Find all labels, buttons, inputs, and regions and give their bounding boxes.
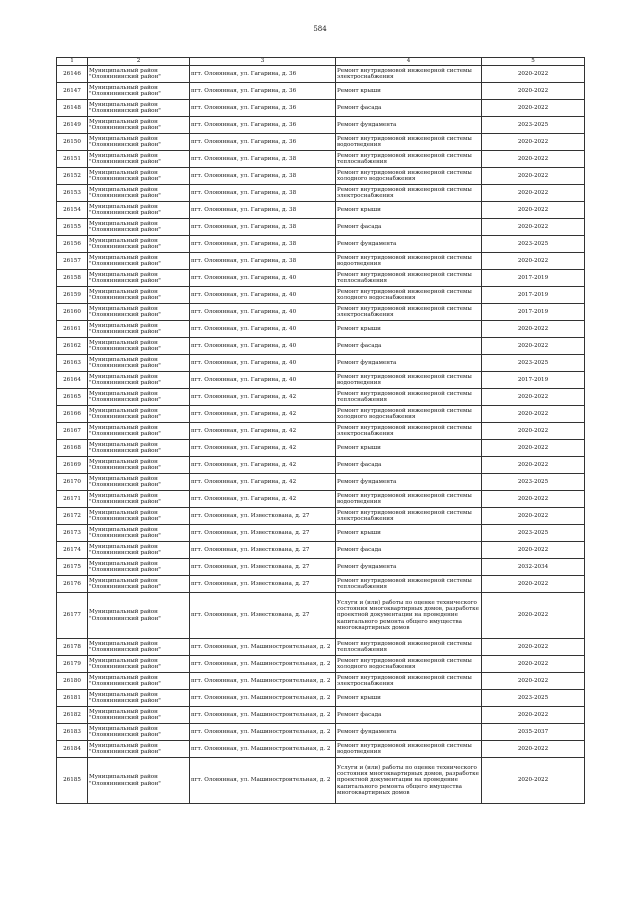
column-header-3: 3 — [190, 58, 336, 66]
table-row — [57, 758, 585, 804]
row-number: 26176 — [57, 576, 88, 593]
address-cell: пгт. Оловянная, ул. Гагарина, д. 36 — [190, 83, 336, 100]
address-cell: пгт. Оловянная, ул. Гагарина, д. 38 — [190, 219, 336, 236]
period-cell: 2020-2022 — [482, 593, 585, 639]
address-cell: пгт. Оловянная, ул. Машиностроительная, д. 2 — [190, 758, 336, 804]
period-cell: 2020-2022 — [482, 656, 585, 673]
row-number: 26178 — [57, 639, 88, 656]
work-type-cell: Ремонт крыши — [336, 83, 482, 100]
table-row — [57, 724, 585, 741]
period-cell: 2020-2022 — [482, 83, 585, 100]
district-cell: Муниципальный район "Оловяннинский район" — [88, 134, 190, 151]
period-cell: 2023-2025 — [482, 474, 585, 491]
district-cell: Муниципальный район "Оловяннинский район" — [88, 168, 190, 185]
row-number: 26183 — [57, 724, 88, 741]
work-type-cell: Ремонт внутридомовой инженерной системы водоотведения — [336, 491, 482, 508]
row-number: 26175 — [57, 559, 88, 576]
address-cell: пгт. Оловянная, ул. Машиностроительная, д. 2 — [190, 656, 336, 673]
row-number: 26181 — [57, 690, 88, 707]
work-type-cell: Ремонт внутридомовой инженерной системы водоотведения — [336, 134, 482, 151]
work-type-cell: Ремонт фасада — [336, 100, 482, 117]
column-header-2: 2 — [88, 58, 190, 66]
period-cell: 2020-2022 — [482, 100, 585, 117]
table-row — [57, 639, 585, 656]
row-number: 26165 — [57, 389, 88, 406]
row-number: 26157 — [57, 253, 88, 270]
table-row — [57, 338, 585, 355]
work-type-cell: Ремонт внутридомовой инженерной системы холодного водоснабжения — [336, 656, 482, 673]
district-cell: Муниципальный район "Оловяннинский район" — [88, 707, 190, 724]
address-cell: пгт. Оловянная, ул. Машиностроительная, д. 2 — [190, 690, 336, 707]
district-cell: Муниципальный район "Оловяннинский район" — [88, 593, 190, 639]
address-cell: пгт. Оловянная, ул. Гагарина, д. 40 — [190, 270, 336, 287]
district-cell: Муниципальный район "Оловяннинский район" — [88, 100, 190, 117]
work-type-cell: Ремонт фасада — [336, 338, 482, 355]
district-cell: Муниципальный район "Оловяннинский район" — [88, 321, 190, 338]
row-number: 26151 — [57, 151, 88, 168]
row-number: 26147 — [57, 83, 88, 100]
row-number: 26168 — [57, 440, 88, 457]
row-number: 26177 — [57, 593, 88, 639]
period-cell: 2023-2025 — [482, 525, 585, 542]
row-number: 26161 — [57, 321, 88, 338]
work-type-cell: Услуги и (или) работы по оценке технического состояния многоквартирных домов, разработке проектной документации на проведение капитального ремонта общего имущества многоквартирных домов — [336, 758, 482, 804]
address-cell: пгт. Оловянная, ул. Гагарина, д. 40 — [190, 338, 336, 355]
table-row — [57, 168, 585, 185]
work-type-cell: Ремонт фасада — [336, 457, 482, 474]
address-cell: пгт. Оловянная, ул. Гагарина, д. 38 — [190, 185, 336, 202]
table-row — [57, 406, 585, 423]
district-cell: Муниципальный район "Оловяннинский район" — [88, 508, 190, 525]
table-row — [57, 474, 585, 491]
header-row — [57, 58, 585, 66]
district-cell: Муниципальный район "Оловяннинский район" — [88, 355, 190, 372]
address-cell: пгт. Оловянная, ул. Гагарина, д. 40 — [190, 372, 336, 389]
district-cell: Муниципальный район "Оловяннинский район" — [88, 151, 190, 168]
work-type-cell: Ремонт внутридомовой инженерной системы водоотведения — [336, 741, 482, 758]
period-cell: 2020-2022 — [482, 185, 585, 202]
row-number: 26160 — [57, 304, 88, 321]
address-cell: пгт. Оловянная, ул. Известкована, д. 27 — [190, 525, 336, 542]
row-number: 26179 — [57, 656, 88, 673]
period-cell: 2017-2019 — [482, 304, 585, 321]
address-cell: пгт. Оловянная, ул. Гагарина, д. 42 — [190, 457, 336, 474]
register-table — [56, 57, 585, 804]
table-row — [57, 741, 585, 758]
table-row — [57, 304, 585, 321]
work-type-cell: Услуги и (или) работы по оценке технического состояния многоквартирных домов, разработке проектной документации на проведение капитального ремонта общего имущества многоквартирных домов — [336, 593, 482, 639]
table-row — [57, 690, 585, 707]
table-row — [57, 491, 585, 508]
table-row — [57, 508, 585, 525]
address-cell: пгт. Оловянная, ул. Гагарина, д. 40 — [190, 287, 336, 304]
work-type-cell: Ремонт крыши — [336, 321, 482, 338]
period-cell: 2020-2022 — [482, 389, 585, 406]
work-type-cell: Ремонт внутридомовой инженерной системы электроснабжения — [336, 66, 482, 83]
work-type-cell: Ремонт фасада — [336, 542, 482, 559]
work-type-cell: Ремонт крыши — [336, 525, 482, 542]
work-type-cell: Ремонт внутридомовой инженерной системы теплоснабжения — [336, 576, 482, 593]
work-type-cell: Ремонт внутридомовой инженерной системы электроснабжения — [336, 304, 482, 321]
row-number: 26182 — [57, 707, 88, 724]
row-number: 26155 — [57, 219, 88, 236]
table-row — [57, 83, 585, 100]
period-cell: 2020-2022 — [482, 576, 585, 593]
address-cell: пгт. Оловянная, ул. Гагарина, д. 36 — [190, 134, 336, 151]
table-row — [57, 236, 585, 253]
work-type-cell: Ремонт фасада — [336, 707, 482, 724]
district-cell: Муниципальный район "Оловяннинский район" — [88, 491, 190, 508]
table-row — [57, 219, 585, 236]
table-row — [57, 457, 585, 474]
district-cell: Муниципальный район "Оловяннинский район" — [88, 389, 190, 406]
row-number: 26174 — [57, 542, 88, 559]
row-number: 26159 — [57, 287, 88, 304]
table-row — [57, 673, 585, 690]
column-header-4: 4 — [336, 58, 482, 66]
period-cell: 2020-2022 — [482, 168, 585, 185]
table-row — [57, 287, 585, 304]
period-cell: 2023-2025 — [482, 236, 585, 253]
district-cell: Муниципальный район "Оловяннинский район" — [88, 83, 190, 100]
table-row — [57, 66, 585, 83]
row-number: 26171 — [57, 491, 88, 508]
work-type-cell: Ремонт внутридомовой инженерной системы электроснабжения — [336, 423, 482, 440]
period-cell: 2020-2022 — [482, 338, 585, 355]
district-cell: Муниципальный район "Оловяннинский район" — [88, 406, 190, 423]
period-cell: 2020-2022 — [482, 321, 585, 338]
work-type-cell: Ремонт внутридомовой инженерной системы электроснабжения — [336, 185, 482, 202]
work-type-cell: Ремонт внутридомовой инженерной системы водоотведения — [336, 253, 482, 270]
table-row — [57, 134, 585, 151]
table-row — [57, 355, 585, 372]
work-type-cell: Ремонт внутридомовой инженерной системы водоотведения — [336, 372, 482, 389]
row-number: 26166 — [57, 406, 88, 423]
work-type-cell: Ремонт внутридомовой инженерной системы электроснабжения — [336, 673, 482, 690]
table-body — [57, 66, 585, 804]
work-type-cell: Ремонт внутридомовой инженерной системы теплоснабжения — [336, 389, 482, 406]
work-type-cell: Ремонт фундамента — [336, 474, 482, 491]
district-cell: Муниципальный район "Оловяннинский район" — [88, 372, 190, 389]
row-number: 26146 — [57, 66, 88, 83]
district-cell: Муниципальный район "Оловяннинский район" — [88, 457, 190, 474]
district-cell: Муниципальный район "Оловяннинский район" — [88, 270, 190, 287]
district-cell: Муниципальный район "Оловяннинский район" — [88, 576, 190, 593]
table-row — [57, 423, 585, 440]
period-cell: 2020-2022 — [482, 406, 585, 423]
row-number: 26164 — [57, 372, 88, 389]
table-row — [57, 185, 585, 202]
table-row — [57, 440, 585, 457]
district-cell: Муниципальный район "Оловяннинский район" — [88, 423, 190, 440]
page-number: 584 — [313, 25, 327, 33]
table-row — [57, 100, 585, 117]
period-cell: 2020-2022 — [482, 673, 585, 690]
row-number: 26169 — [57, 457, 88, 474]
period-cell: 2020-2022 — [482, 707, 585, 724]
work-type-cell: Ремонт фундамента — [336, 236, 482, 253]
address-cell: пгт. Оловянная, ул. Машиностроительная, д. 2 — [190, 639, 336, 656]
row-number: 26162 — [57, 338, 88, 355]
period-cell: 2017-2019 — [482, 372, 585, 389]
address-cell: пгт. Оловянная, ул. Гагарина, д. 42 — [190, 389, 336, 406]
row-number: 26163 — [57, 355, 88, 372]
row-number: 26158 — [57, 270, 88, 287]
row-number: 26180 — [57, 673, 88, 690]
table-row — [57, 389, 585, 406]
work-type-cell: Ремонт внутридомовой инженерной системы теплоснабжения — [336, 639, 482, 656]
period-cell: 2023-2025 — [482, 355, 585, 372]
district-cell: Муниципальный район "Оловяннинский район" — [88, 741, 190, 758]
district-cell: Муниципальный район "Оловяннинский район" — [88, 185, 190, 202]
work-type-cell: Ремонт фундамента — [336, 117, 482, 134]
work-type-cell: Ремонт крыши — [336, 202, 482, 219]
period-cell: 2023-2025 — [482, 690, 585, 707]
district-cell: Муниципальный район "Оловяннинский район" — [88, 542, 190, 559]
period-cell: 2020-2022 — [482, 758, 585, 804]
work-type-cell: Ремонт внутридомовой инженерной системы холодного водоснабжения — [336, 406, 482, 423]
period-cell: 2023-2025 — [482, 117, 585, 134]
address-cell: пгт. Оловянная, ул. Машиностроительная, д. 2 — [190, 724, 336, 741]
row-number: 26167 — [57, 423, 88, 440]
table-row — [57, 253, 585, 270]
row-number: 26172 — [57, 508, 88, 525]
address-cell: пгт. Оловянная, ул. Гагарина, д. 42 — [190, 423, 336, 440]
row-number: 26154 — [57, 202, 88, 219]
row-number: 26149 — [57, 117, 88, 134]
district-cell: Муниципальный район "Оловяннинский район" — [88, 673, 190, 690]
address-cell: пгт. Оловянная, ул. Известкована, д. 27 — [190, 559, 336, 576]
district-cell: Муниципальный район "Оловяннинский район" — [88, 287, 190, 304]
work-type-cell: Ремонт внутридомовой инженерной системы теплоснабжения — [336, 270, 482, 287]
table-row — [57, 321, 585, 338]
district-cell: Муниципальный район "Оловяннинский район" — [88, 758, 190, 804]
address-cell: пгт. Оловянная, ул. Гагарина, д. 38 — [190, 202, 336, 219]
address-cell: пгт. Оловянная, ул. Гагарина, д. 36 — [190, 66, 336, 83]
table-row — [57, 151, 585, 168]
district-cell: Муниципальный район "Оловяннинский район" — [88, 338, 190, 355]
district-cell: Муниципальный район "Оловяннинский район" — [88, 117, 190, 134]
district-cell: Муниципальный район "Оловяннинский район" — [88, 639, 190, 656]
address-cell: пгт. Оловянная, ул. Известкована, д. 27 — [190, 593, 336, 639]
address-cell: пгт. Оловянная, ул. Гагарина, д. 36 — [190, 100, 336, 117]
work-type-cell: Ремонт фундамента — [336, 559, 482, 576]
period-cell: 2020-2022 — [482, 202, 585, 219]
work-type-cell: Ремонт внутридомовой инженерной системы холодного водоснабжения — [336, 287, 482, 304]
district-cell: Муниципальный район "Оловяннинский район" — [88, 656, 190, 673]
address-cell: пгт. Оловянная, ул. Гагарина, д. 38 — [190, 253, 336, 270]
address-cell: пгт. Оловянная, ул. Машиностроительная, д. 2 — [190, 673, 336, 690]
period-cell: 2020-2022 — [482, 741, 585, 758]
table-row — [57, 656, 585, 673]
district-cell: Муниципальный район "Оловяннинский район" — [88, 219, 190, 236]
district-cell: Муниципальный район "Оловяннинский район" — [88, 690, 190, 707]
row-number: 26148 — [57, 100, 88, 117]
district-cell: Муниципальный район "Оловяннинский район" — [88, 236, 190, 253]
row-number: 26150 — [57, 134, 88, 151]
period-cell: 2020-2022 — [482, 151, 585, 168]
period-cell: 2017-2019 — [482, 287, 585, 304]
work-type-cell: Ремонт внутридомовой инженерной системы теплоснабжения — [336, 151, 482, 168]
period-cell: 2017-2019 — [482, 270, 585, 287]
period-cell: 2020-2022 — [482, 491, 585, 508]
table-row — [57, 559, 585, 576]
work-type-cell: Ремонт внутридомовой инженерной системы холодного водоснабжения — [336, 168, 482, 185]
table-row — [57, 372, 585, 389]
district-cell: Муниципальный район "Оловяннинский район" — [88, 304, 190, 321]
row-number: 26152 — [57, 168, 88, 185]
address-cell: пгт. Оловянная, ул. Гагарина, д. 38 — [190, 168, 336, 185]
table-row — [57, 525, 585, 542]
period-cell: 2035-2037 — [482, 724, 585, 741]
district-cell: Муниципальный район "Оловяннинский район" — [88, 253, 190, 270]
period-cell: 2020-2022 — [482, 639, 585, 656]
row-number: 26185 — [57, 758, 88, 804]
row-number: 26173 — [57, 525, 88, 542]
address-cell: пгт. Оловянная, ул. Гагарина, д. 42 — [190, 406, 336, 423]
address-cell: пгт. Оловянная, ул. Известкована, д. 27 — [190, 508, 336, 525]
table-row — [57, 542, 585, 559]
period-cell: 2020-2022 — [482, 134, 585, 151]
address-cell: пгт. Оловянная, ул. Машиностроительная, д. 2 — [190, 707, 336, 724]
row-number: 26153 — [57, 185, 88, 202]
address-cell: пгт. Оловянная, ул. Гагарина, д. 40 — [190, 355, 336, 372]
work-type-cell: Ремонт фасада — [336, 219, 482, 236]
address-cell: пгт. Оловянная, ул. Гагарина, д. 40 — [190, 304, 336, 321]
table-row — [57, 593, 585, 639]
column-header-5: 5 — [482, 58, 585, 66]
period-cell: 2020-2022 — [482, 457, 585, 474]
district-cell: Муниципальный район "Оловяннинский район" — [88, 440, 190, 457]
table-row — [57, 202, 585, 219]
address-cell: пгт. Оловянная, ул. Гагарина, д. 40 — [190, 321, 336, 338]
address-cell: пгт. Оловянная, ул. Известкована, д. 27 — [190, 542, 336, 559]
work-type-cell: Ремонт крыши — [336, 440, 482, 457]
district-cell: Муниципальный район "Оловяннинский район" — [88, 66, 190, 83]
period-cell: 2020-2022 — [482, 66, 585, 83]
address-cell: пгт. Оловянная, ул. Гагарина, д. 42 — [190, 491, 336, 508]
address-cell: пгт. Оловянная, ул. Гагарина, д. 42 — [190, 440, 336, 457]
address-cell: пгт. Оловянная, ул. Известкована, д. 27 — [190, 576, 336, 593]
work-type-cell: Ремонт фундамента — [336, 355, 482, 372]
address-cell: пгт. Оловянная, ул. Машиностроительная, д. 2 — [190, 741, 336, 758]
period-cell: 2020-2022 — [482, 219, 585, 236]
work-type-cell: Ремонт фундамента — [336, 724, 482, 741]
period-cell: 2020-2022 — [482, 440, 585, 457]
address-cell: пгт. Оловянная, ул. Гагарина, д. 38 — [190, 151, 336, 168]
row-number: 26156 — [57, 236, 88, 253]
period-cell: 2020-2022 — [482, 253, 585, 270]
district-cell: Муниципальный район "Оловяннинский район" — [88, 724, 190, 741]
district-cell: Муниципальный район "Оловяннинский район" — [88, 525, 190, 542]
period-cell: 2020-2022 — [482, 423, 585, 440]
period-cell: 2020-2022 — [482, 542, 585, 559]
district-cell: Муниципальный район "Оловяннинский район" — [88, 559, 190, 576]
address-cell: пгт. Оловянная, ул. Гагарина, д. 38 — [190, 236, 336, 253]
address-cell: пгт. Оловянная, ул. Гагарина, д. 36 — [190, 117, 336, 134]
table-row — [57, 270, 585, 287]
table-row — [57, 707, 585, 724]
period-cell: 2020-2022 — [482, 508, 585, 525]
district-cell: Муниципальный район "Оловяннинский район" — [88, 474, 190, 491]
work-type-cell: Ремонт крыши — [336, 690, 482, 707]
table-row — [57, 576, 585, 593]
column-header-1: 1 — [57, 58, 88, 66]
work-type-cell: Ремонт внутридомовой инженерной системы электроснабжения — [336, 508, 482, 525]
address-cell: пгт. Оловянная, ул. Гагарина, д. 42 — [190, 474, 336, 491]
row-number: 26170 — [57, 474, 88, 491]
table-row — [57, 117, 585, 134]
period-cell: 2032-2034 — [482, 559, 585, 576]
row-number: 26184 — [57, 741, 88, 758]
district-cell: Муниципальный район "Оловяннинский район" — [88, 202, 190, 219]
